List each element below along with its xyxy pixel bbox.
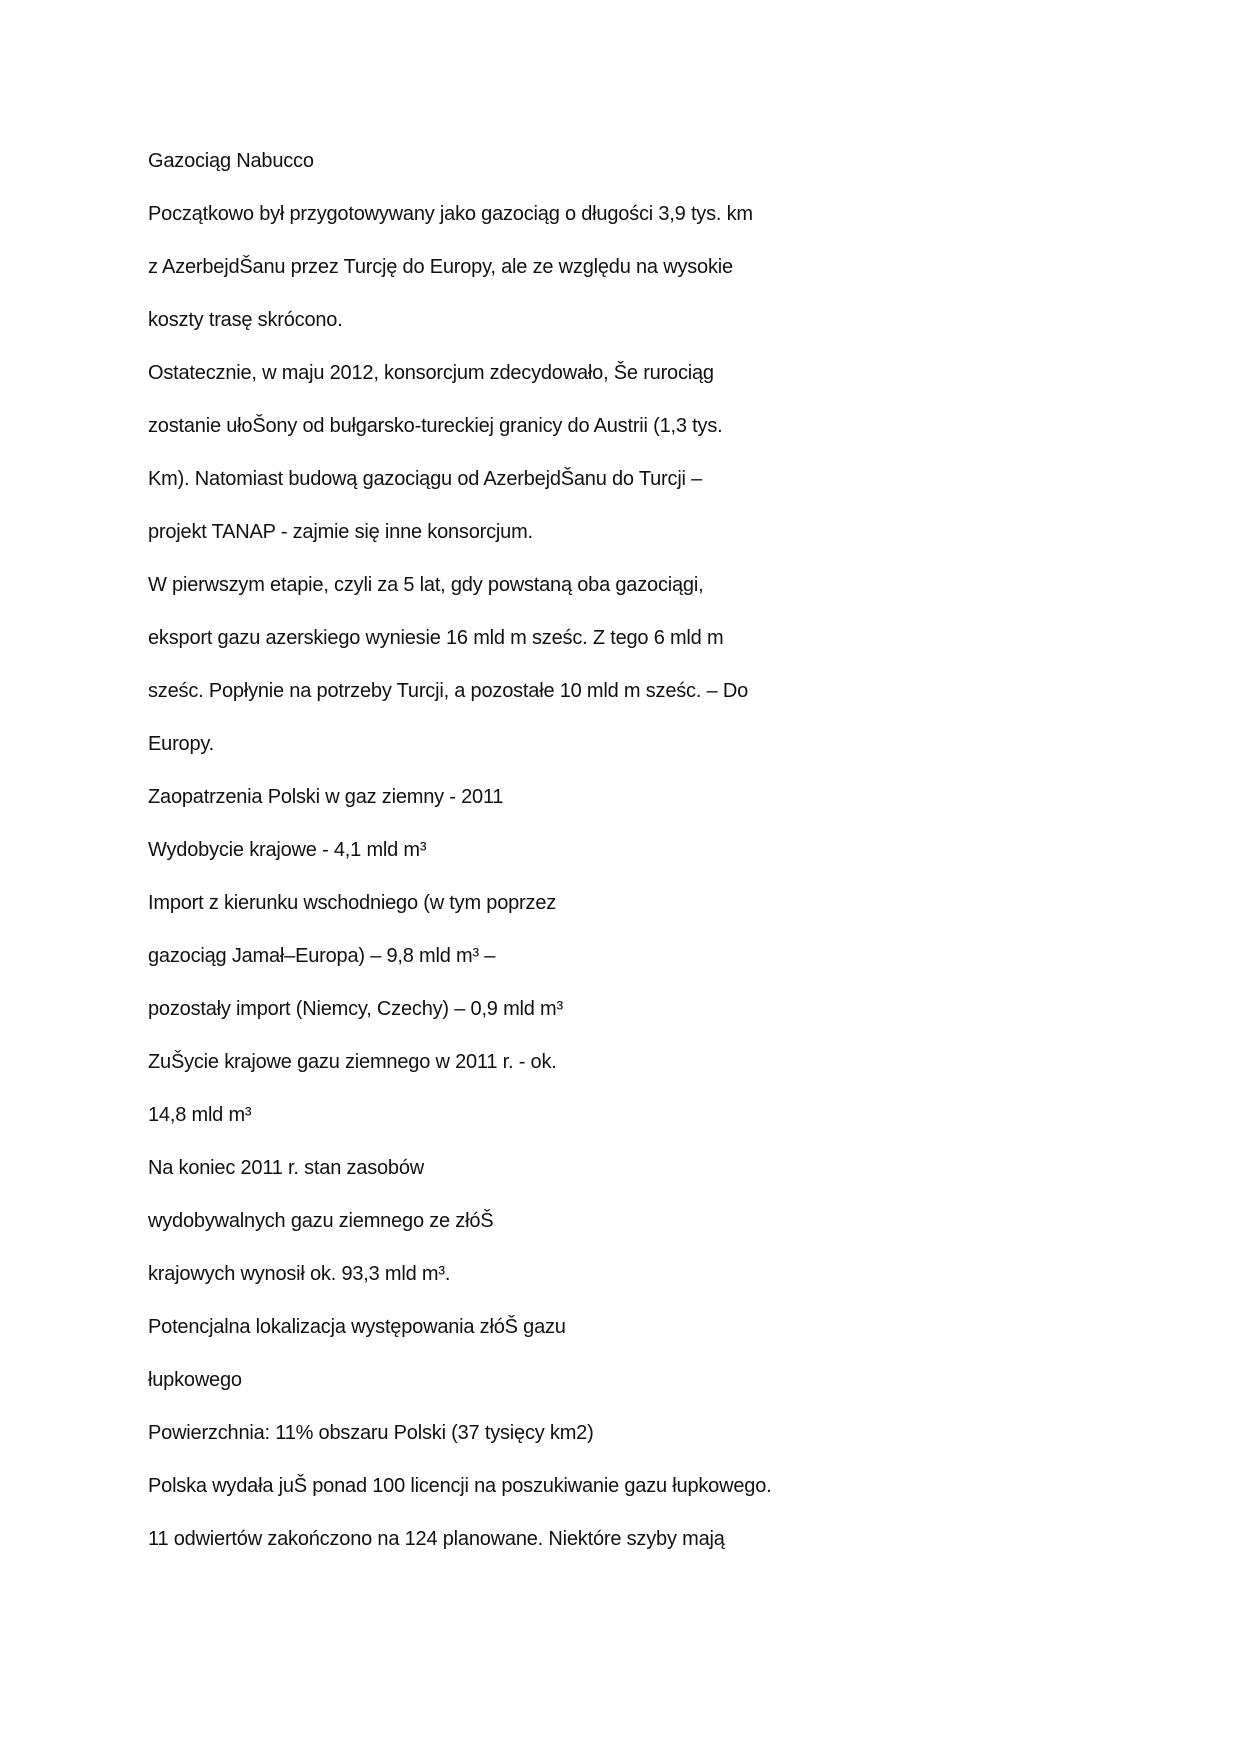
text-line: łupkowego — [148, 1369, 242, 1391]
text-line: Początkowo był przygotowywany jako gazociąg o długości 3,9 tys. km — [148, 203, 753, 225]
document-title: Gazociąg Nabucco — [148, 150, 314, 172]
text-line: Km). Natomiast budową gazociągu od AzerbejdŠanu do Turcji – — [148, 468, 703, 490]
text-line: koszty trasę skrócono. — [148, 309, 343, 331]
text-line: Powierzchnia: 11% obszaru Polski (37 tysięcy km2) — [148, 1422, 594, 1444]
text-line: 14,8 mld m³ — [148, 1104, 252, 1126]
text-line: zostanie ułoŠony od bułgarsko-tureckiej granicy do Austrii (1,3 tys. — [148, 415, 723, 437]
text-line: sześc. Popłynie na potrzeby Turcji, a pozostałe 10 mld m sześc. – Do — [148, 680, 749, 702]
text-line: W pierwszym etapie, czyli za 5 lat, gdy powstaną oba gazociągi, — [148, 574, 704, 596]
text-line: Na koniec 2011 r. stan zasobów — [148, 1157, 425, 1179]
text-line: pozostały import (Niemcy, Czechy) – 0,9 mld m³ — [148, 998, 563, 1020]
text-line: krajowych wynosił ok. 93,3 mld m³. — [148, 1263, 451, 1285]
text-line: z AzerbejdŠanu przez Turcję do Europy, ale ze względu na wysokie — [148, 256, 733, 278]
text-line: Polska wydała juŠ ponad 100 licencji na poszukiwanie gazu łupkowego. — [148, 1475, 772, 1497]
text-line: ZuŠycie krajowe gazu ziemnego w 2011 r. - ok. — [148, 1051, 557, 1073]
text-line: wydobywalnych gazu ziemnego ze złóŠ — [148, 1210, 494, 1232]
text-line: Import z kierunku wschodniego (w tym poprzez — [148, 892, 557, 914]
text-line: Ostatecznie, w maju 2012, konsorcjum zdecydowało, Še rurociąg — [148, 362, 714, 384]
text-line: projekt TANAP - zajmie się inne konsorcjum. — [148, 521, 533, 543]
section-heading: Zaopatrzenia Polski w gaz ziemny - 2011 — [148, 786, 504, 808]
text-line: Wydobycie krajowe - 4,1 mld m³ — [148, 839, 427, 861]
text-line: Europy. — [148, 733, 215, 755]
text-line: 11 odwiertów zakończono na 124 planowane. Niektóre szyby mają — [148, 1528, 725, 1550]
text-line: eksport gazu azerskiego wyniesie 16 mld m sześc. Z tego 6 mld m — [148, 627, 724, 649]
text-line: gazociąg Jamał–Europa) – 9,8 mld m³ – — [148, 945, 496, 967]
document-body — [148, 146, 1128, 1577]
text-line: Potencjalna lokalizacja występowania złóŠ gazu — [148, 1316, 566, 1338]
